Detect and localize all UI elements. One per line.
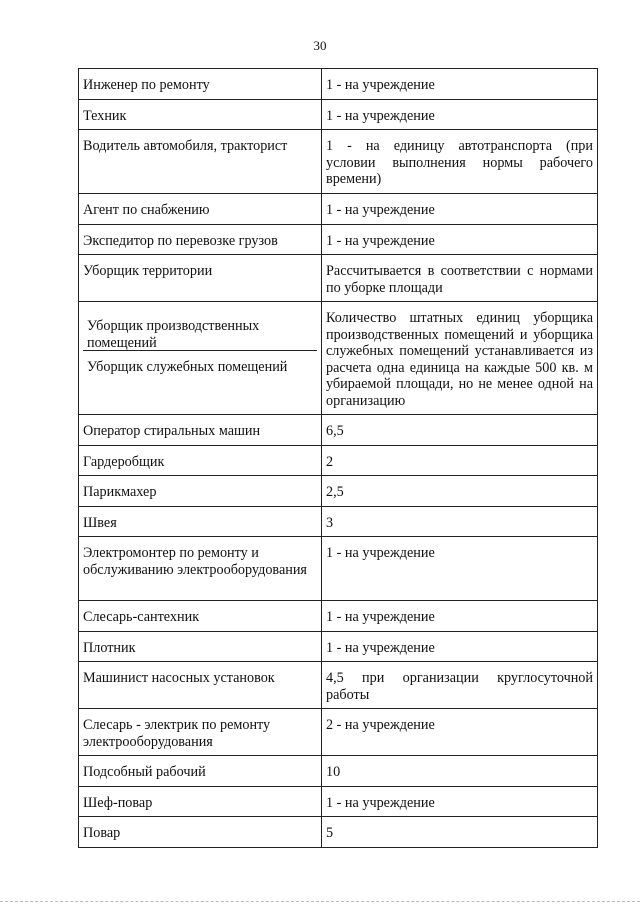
table-row bbox=[79, 537, 598, 601]
position-cell: Гардеробщик bbox=[79, 445, 322, 476]
position-cell: Уборщик служебных помещений bbox=[83, 350, 317, 381]
norm-cell: 5 bbox=[322, 817, 598, 848]
position-cell: Инженер по ремонту bbox=[79, 69, 322, 100]
norm-cell: 4,5 при организации круглосуточной работы bbox=[322, 662, 598, 709]
table-row bbox=[79, 601, 598, 632]
norm-cell: 1 - на учреждение bbox=[322, 69, 598, 100]
norm-cell: 1 - на учреждение bbox=[322, 224, 598, 255]
position-cell: Оператор стиральных машин bbox=[79, 415, 322, 446]
table-row bbox=[79, 99, 598, 130]
norm-cell: 1 - на учреждение bbox=[322, 601, 598, 632]
table-row bbox=[79, 445, 598, 476]
table-row bbox=[79, 786, 598, 817]
table-row bbox=[79, 69, 598, 100]
position-cell: Слесарь-сантехник bbox=[79, 601, 322, 632]
position-cell: Подсобный рабочий bbox=[79, 756, 322, 787]
table-row bbox=[79, 476, 598, 507]
position-cell-group bbox=[79, 302, 322, 415]
position-cell: Электромонтер по ремонту и обслуживанию электрооборудования bbox=[79, 537, 322, 601]
norm-cell: 1 - на учреждение bbox=[322, 631, 598, 662]
norm-cell: 1 - на учреждение bbox=[322, 786, 598, 817]
table-row bbox=[79, 130, 598, 194]
position-cell: Швея bbox=[79, 506, 322, 537]
position-cell: Парикмахер bbox=[79, 476, 322, 507]
position-cell: Уборщик территории bbox=[79, 255, 322, 302]
norm-cell: 1 - на учреждение bbox=[322, 99, 598, 130]
table-row bbox=[79, 302, 598, 415]
norm-cell: 10 bbox=[322, 756, 598, 787]
norm-cell: 1 - на учреждение bbox=[322, 194, 598, 225]
position-cell: Агент по снабжению bbox=[79, 194, 322, 225]
norm-cell: 2,5 bbox=[322, 476, 598, 507]
table-row bbox=[79, 817, 598, 848]
position-cell: Водитель автомобиля, тракторист bbox=[79, 130, 322, 194]
norm-cell: 3 bbox=[322, 506, 598, 537]
table-row bbox=[79, 415, 598, 446]
norm-cell: 6,5 bbox=[322, 415, 598, 446]
table-row bbox=[79, 255, 598, 302]
norm-cell: 1 - на учреждение bbox=[322, 537, 598, 601]
norm-cell: 1 - на единицу автотранспорта (при условии выполнения нормы рабочего времени) bbox=[322, 130, 598, 194]
table-row bbox=[79, 506, 598, 537]
position-cell: Машинист насосных установок bbox=[79, 662, 322, 709]
position-cell: Шеф-повар bbox=[79, 786, 322, 817]
staffing-norms-table bbox=[78, 68, 598, 848]
table-row bbox=[79, 756, 598, 787]
norm-cell: Рассчитывается в соответствии с нормами по уборке площади bbox=[322, 255, 598, 302]
position-cell: Слесарь - электрик по ремонту электрооборудования bbox=[79, 709, 322, 756]
table-row bbox=[79, 631, 598, 662]
page-number: 30 bbox=[313, 38, 327, 53]
table-row bbox=[79, 194, 598, 225]
position-cell: Экспедитор по перевозке грузов bbox=[79, 224, 322, 255]
table-row bbox=[79, 709, 598, 756]
position-cell: Плотник bbox=[79, 631, 322, 662]
position-cell: Уборщик производственных помещений bbox=[87, 318, 260, 351]
norm-cell: 2 - на учреждение bbox=[322, 709, 598, 756]
scan-edge-line bbox=[0, 899, 640, 902]
position-cell: Техник bbox=[79, 99, 322, 130]
position-cell: Повар bbox=[79, 817, 322, 848]
norm-cell: 2 bbox=[322, 445, 598, 476]
table-row bbox=[79, 224, 598, 255]
table-row bbox=[79, 662, 598, 709]
norm-cell: Количество штатных единиц уборщика производственных помещений и уборщика служебных помещений устанавливается из расчета одна единица на каждые 500 кв. м убираемой площади, но не менее одной на организацию bbox=[322, 302, 598, 415]
